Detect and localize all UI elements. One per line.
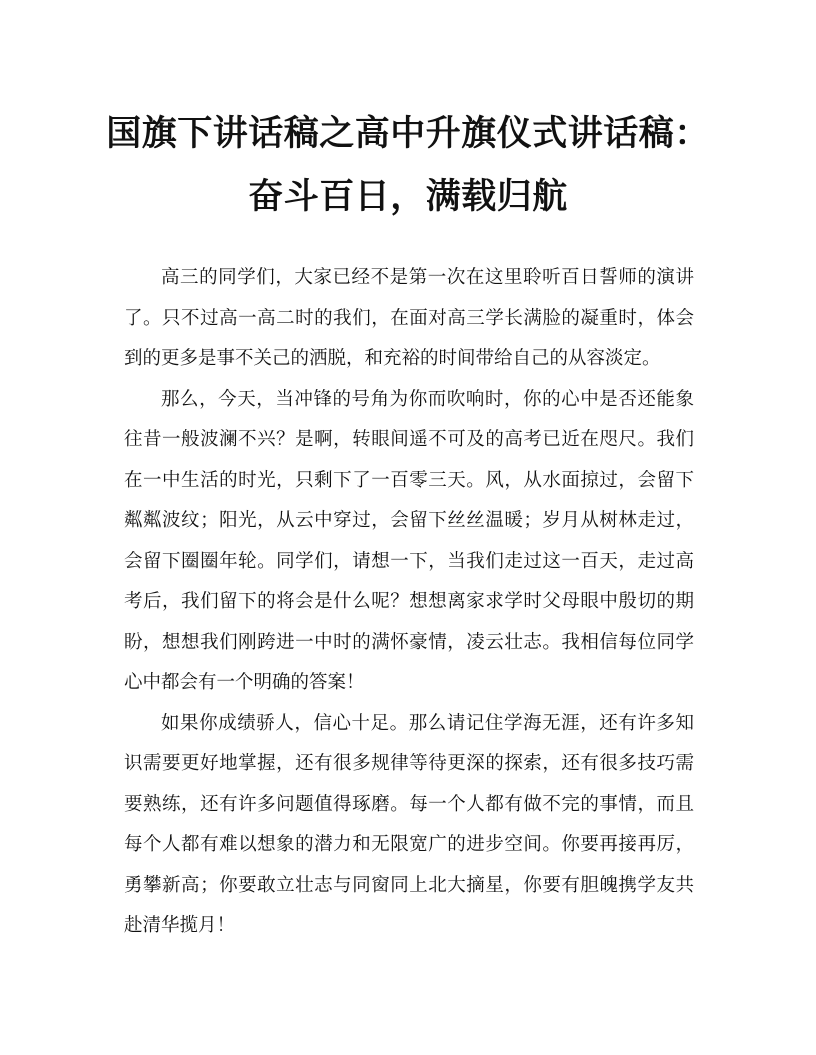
document-body	[124, 258, 694, 947]
paragraph-1: 高三的同学们，大家已经不是第一次在这里聆听百日誓师的演讲了。只不过高一高二时的我们，在面对高三学长满脸的凝重时，体会到的更多是事不关己的洒脱，和充裕的时间带给自己的从容淡定。	[124, 267, 694, 369]
document-title-line-1: 国旗下讲话稿之高中升旗仪式讲话稿：	[106, 113, 710, 154]
paragraph-2: 那么，今天，当冲锋的号角为你而吹响时，你的心中是否还能象往昔一般波澜不兴？是啊，转眼间遥不可及的高考已近在咫尺。我们在一中生活的时光，只剩下了一百零三天。风，从水面掠过，会留下粼粼波纹；阳光，从云中穿过，会留下丝丝温暖；岁月从树林走过，会留下圈圈年轮。同学们，请想一下，当我们走过这一百天，走过高考后，我们留下的将会是什么呢？想想离家求学时父母眼中殷切的期盼，想想我们刚跨进一中时的满怀豪情，凌云壮志。我相信每位同学心中都会有一个明确的答案！	[124, 388, 694, 693]
document-title-line-2: 奋斗百日，满载归航	[248, 176, 568, 217]
paragraph-3: 如果你成绩骄人，信心十足。那么请记住学海无涯，还有许多知识需要更好地掌握，还有很多规律等待更深的探索，还有很多技巧需要熟练，还有许多问题值得琢磨。每一个人都有做不完的事情，而且每个人都有难以想象的潜力和无限宽广的进步空间。你要再接再厉，勇攀新高；你要敢立壮志与同窗同上北大摘星，你要有胆魄携学友共赴清华揽月！	[124, 712, 694, 936]
